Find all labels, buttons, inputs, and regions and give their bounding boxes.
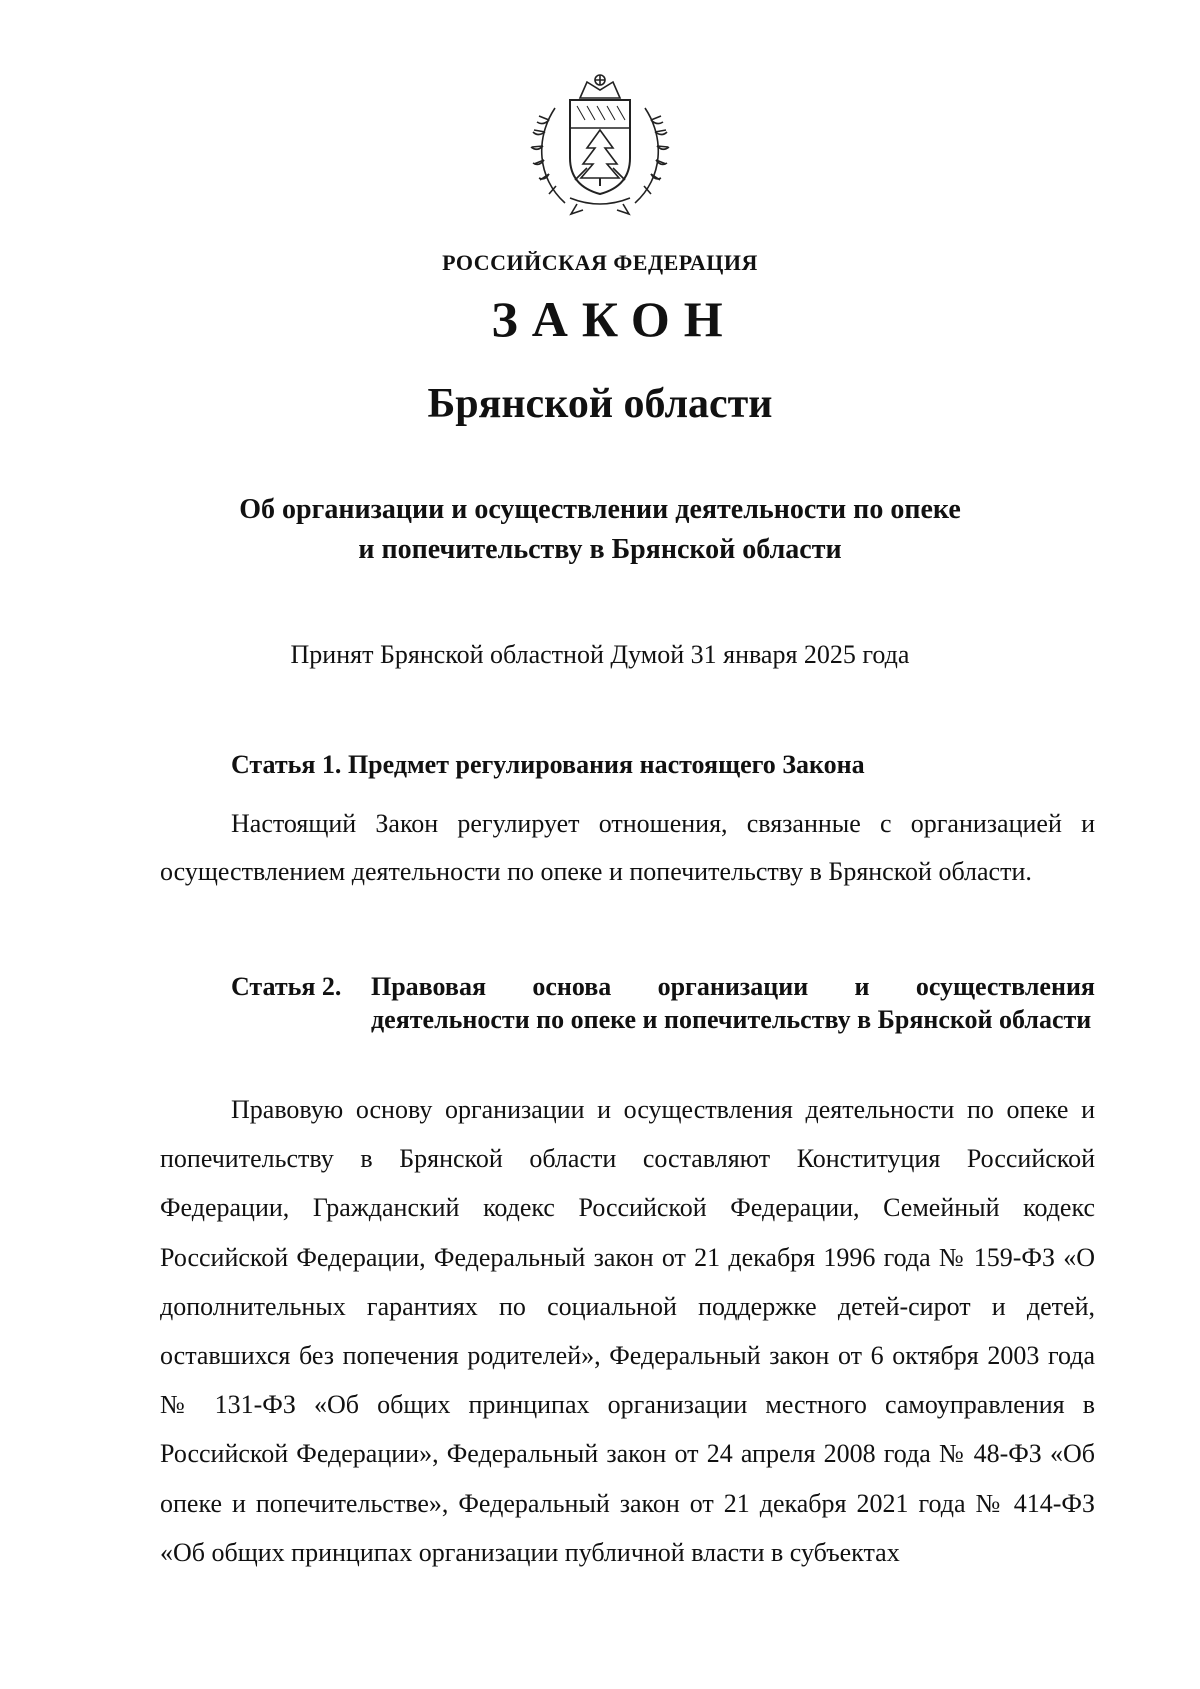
article-1-title: Предмет регулирования настоящего Закона <box>347 750 865 779</box>
adoption-line: Принят Брянской областной Думой 31 января 2025 года <box>290 640 910 669</box>
document-title-line1: Об организации и осуществлении деятельности по опеке <box>239 494 961 525</box>
article-1-heading <box>160 750 1095 780</box>
bryansk-coat-of-arms-icon <box>525 68 675 218</box>
document-title <box>0 490 1200 570</box>
document-title-line2: и попечительству в Брянской области <box>358 534 842 565</box>
article-2-title: Правовая основа организации и осуществления деятельности по опеке и попечительству в Брянской области <box>371 972 1095 1034</box>
article-1-body: Настоящий Закон регулирует отношения, связанные с организацией и осуществлением деятельности по опеке и попечительству в Брянской области. <box>160 809 1095 886</box>
law-title: ЗАКОН <box>491 291 737 347</box>
article-2-body: Правовую основу организации и осуществления деятельности по опеке и попечительству в Брянской области составляют Конституция Российской Федерации, Гражданский кодекс Российской Федерации, Семейный кодекс Российской Федерации, Федеральный закон от 21 декабря 1996 года № 159-ФЗ «О дополнительных гарантиях по социальной поддержке детей-сирот и детей, оставшихся без попечения родителей», Федеральный закон от 6 октября 2003 года № 131-ФЗ «Об общих принципах организации местного самоуправления в Российской Федерации», Федеральный закон от 24 апреля 2008 года № 48-ФЗ «Об опеке и попечительстве», Федеральный закон от 21 декабря 2021 года № 414-ФЗ «Об общих принципах организации публичной власти в субъектах <box>160 1095 1095 1567</box>
article-2-number: Статья 2. <box>231 972 342 1001</box>
federation-title: РОССИЙСКАЯ ФЕДЕРАЦИЯ <box>442 250 758 275</box>
article-1-number: Статья 1. <box>231 750 342 779</box>
article-2-heading <box>231 970 1095 1036</box>
region-title: Брянской области <box>427 381 773 427</box>
